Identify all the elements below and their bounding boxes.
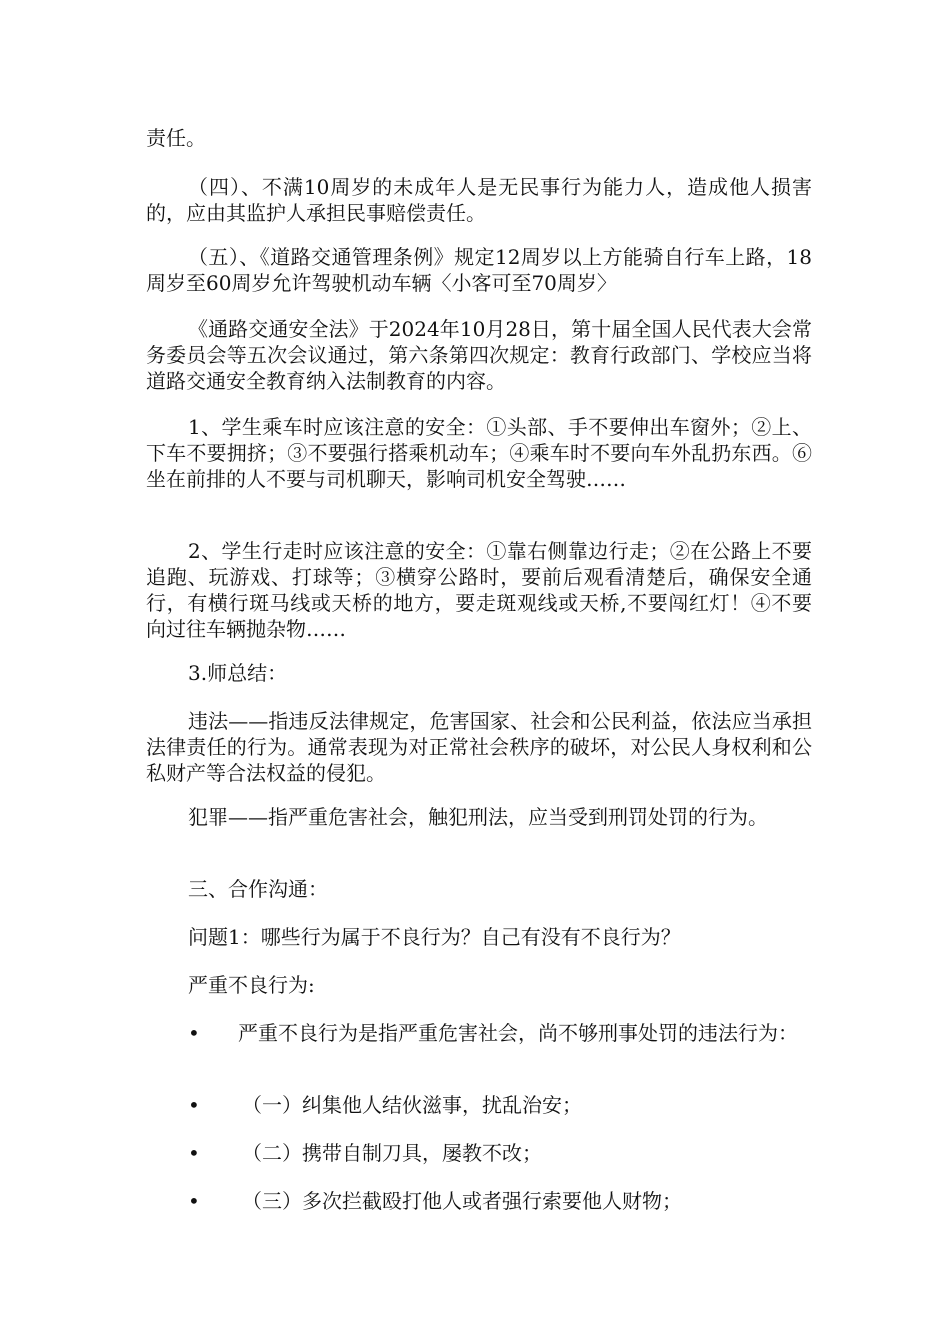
- bullet-item: [146, 1092, 812, 1118]
- bullet-text: （二）携带自制刀具，屡教不改；: [242, 1141, 542, 1165]
- bullet-icon: •: [188, 1093, 200, 1117]
- paragraph-continuation: 责任。: [146, 126, 206, 150]
- bullet-icon: •: [188, 1189, 200, 1213]
- bullet-item: [146, 1188, 812, 1214]
- section-heading-cooperation: 三、合作沟通：: [188, 877, 328, 901]
- paragraph-crime-definition: 犯罪——指严重危害社会，触犯刑法，应当受到刑罚处罚的行为。: [188, 805, 768, 829]
- bullet-icon: •: [188, 1021, 200, 1045]
- bullet-text: 严重不良行为是指严重危害社会，尚不够刑事处罚的违法行为：: [238, 1021, 798, 1045]
- bullet-icon: •: [188, 1141, 200, 1165]
- paragraph-violation-definition: 违法——指违反法律规定，危害国家、社会和公民利益，依法应当承担法律责任的行为。通常表现为对正常社会秩序的破坏，对公民人身权利和公私财产等合法权益的侵犯。: [146, 709, 812, 785]
- bullet-text: （三）多次拦截殴打他人或者强行索要他人财物；: [242, 1189, 682, 1213]
- paragraph-teacher-summary: 3.师总结：: [188, 661, 288, 685]
- question-1: 问题1：哪些行为属于不良行为？自己有没有不良行为？: [188, 925, 681, 949]
- heading-serious-bad-behavior: 严重不良行为:: [188, 973, 315, 997]
- paragraph-riding-safety: 1、学生乘车时应该注意的安全：①头部、手不要伸出车窗外；②上、下车不要拥挤；③不要强行搭乘机动车；④乘车时不要向车外乱扔东西。⑥坐在前排的人不要与司机聊天，影响司机安全驾驶……: [146, 415, 812, 491]
- paragraph-walking-safety: 2、学生行走时应该注意的安全：①靠右侧靠边行走；②在公路上不要追跑、玩游戏、打球等；③横穿公路时，要前后观看清楚后，确保安全通行，有横行斑马线或天桥的地方，要走斑观线或天桥,不要闯红灯！④不要向过往车辆抛杂物……: [146, 539, 812, 641]
- bullet-item: [146, 1020, 812, 1046]
- paragraph-traffic-law: 《通路交通安全法》于2024年10月28日，第十届全国人民代表大会常务委员会等五次会议通过，第六条第四次规定：教育行政部门、学校应当将道路交通安全教育纳入法制教育的内容。: [146, 317, 812, 393]
- bullet-item: [146, 1140, 812, 1166]
- paragraph-item-4: （四）、不满10周岁的未成年人是无民事行为能力人，造成他人损害的，应由其监护人承担民事赔偿责任。: [146, 175, 812, 225]
- bullet-text: （一）纠集他人结伙滋事，扰乱治安；: [242, 1093, 582, 1117]
- paragraph-item-5: （五）、《道路交通管理条例》规定12周岁以上方能骑自行车上路，18周岁至60周岁允许驾驶机动车辆〈小客可至70周岁〉: [146, 245, 812, 295]
